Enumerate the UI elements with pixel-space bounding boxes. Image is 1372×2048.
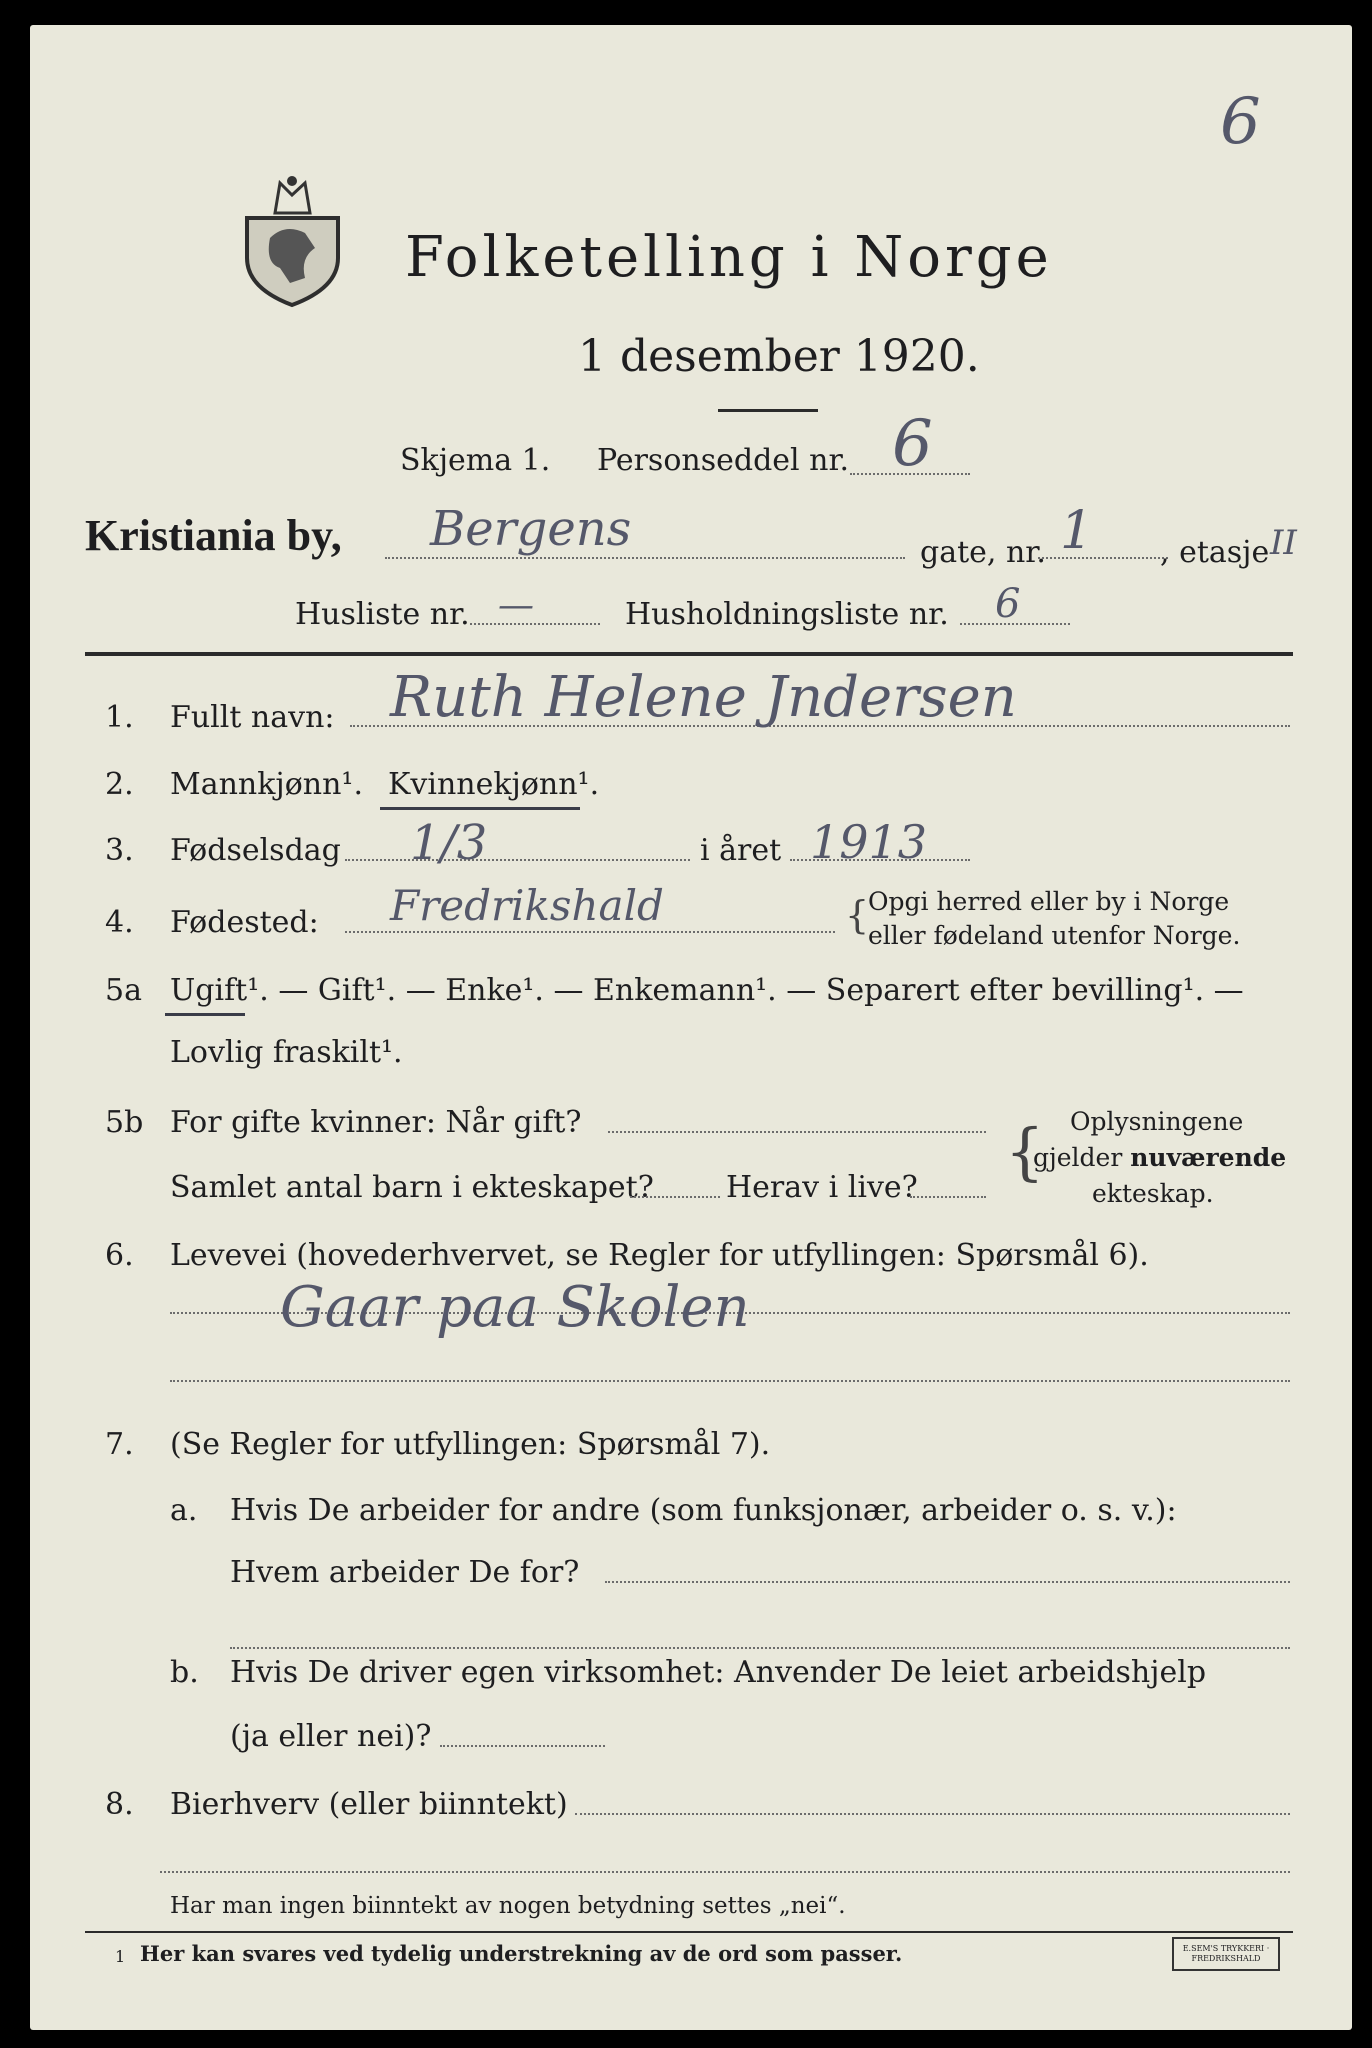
etasje-label: , etasje [1160, 535, 1270, 570]
q5a-number: 5a [105, 973, 142, 1008]
q3-number: 3. [105, 833, 134, 868]
q6-label: Levevei (hovederhvervet, se Regler for utfyllingen: Spørsmål 6). [170, 1238, 1149, 1273]
q7a-line1: Hvis De arbeider for andre (som funksjonær, arbeider o. s. v.): [230, 1493, 1177, 1528]
husliste-label: Husliste nr. [295, 597, 470, 632]
personseddel-label: Personseddel nr. [597, 443, 850, 478]
q5a-other-options: ¹. — Gift¹. — Enke¹. — Enkemann¹. — Separert efter bevilling¹. — [247, 973, 1244, 1008]
q5b-note-line1: Oplysningene [1070, 1107, 1244, 1136]
q4-line [345, 931, 835, 933]
form-date: 1 desember 1920. [578, 331, 980, 382]
footnote-divider [85, 1931, 1293, 1933]
q3-year-label: i året [700, 833, 782, 868]
q8-extra-line [160, 1871, 1290, 1873]
q8-number: 8. [105, 1787, 134, 1822]
q4-note-line1: Opgi herred eller by i Norge [868, 887, 1230, 916]
q5b-note-line2 [1033, 1143, 1286, 1172]
form-title: Folketelling i Norge [405, 225, 1053, 290]
street-value: Bergens [430, 501, 632, 557]
footnote-marker: 1 [115, 1947, 126, 1966]
q7b-line1: Hvis De driver egen virksomhet: Anvender De leiet arbeidshjelp [230, 1655, 1207, 1690]
city-label: Kristiania by, [85, 511, 342, 560]
no-income-note: Har man ingen biinntekt av nogen betydning settes „nei“. [170, 1893, 846, 1919]
q2-kvinnekjonn: Kvinnekjønn¹. [388, 767, 600, 802]
q7b-letter: b. [170, 1655, 199, 1690]
footnote-text: Her kan svares ved tydelig understrekning av de ord som passer. [140, 1941, 903, 1966]
q5a-ugift: Ugift [170, 973, 248, 1008]
printer-stamp: E.SEM'S TRYKKERI · FREDRIKSHALD [1172, 1937, 1280, 1971]
q2-selection-underline [380, 807, 580, 810]
q7-label: (Se Regler for utfyllingen: Spørsmål 7). [170, 1427, 771, 1462]
q6-line2 [170, 1380, 1290, 1382]
q1-label: Fullt navn: [170, 700, 335, 735]
coat-of-arms-icon [235, 173, 350, 308]
q5b-alive-line [910, 1196, 986, 1198]
etasje-value: II [1270, 523, 1297, 563]
q8-line [575, 1813, 1290, 1815]
q2-mannkjonn: Mannkjønn¹. [170, 767, 363, 802]
q1-number: 1. [105, 700, 134, 735]
street-line [385, 557, 905, 559]
q3-day-line [345, 859, 690, 861]
house-number: 1 [1060, 501, 1094, 561]
q5b-line1: For gifte kvinner: Når gift? [170, 1105, 582, 1140]
q4-label: Fødested: [170, 905, 319, 940]
q7a-line2: Hvem arbeider De for? [230, 1555, 580, 1590]
q3-birth-year: 1913 [810, 815, 928, 869]
nr-line [1038, 557, 1168, 559]
census-form-sheet [30, 25, 1352, 2030]
q5b-married-line [608, 1131, 986, 1133]
q5b-note-gjelder: gjelder [1033, 1143, 1131, 1172]
q3-label: Fødselsdag [170, 833, 341, 868]
q7a-line [605, 1581, 1290, 1583]
q4-note-line2: eller fødeland utenfor Norge. [868, 921, 1241, 950]
q7a-letter: a. [170, 1493, 198, 1528]
q5b-note-brace: { [1005, 1115, 1045, 1188]
q5a-selection-underline [165, 1013, 245, 1016]
personseddel-value: 6 [892, 407, 933, 481]
q7b-line [440, 1745, 605, 1747]
q3-birth-day: 1/3 [410, 815, 488, 871]
q5b-children: Samlet antal barn i ekteskapet? [170, 1170, 654, 1205]
q2-number: 2. [105, 767, 134, 802]
husliste-line [470, 623, 600, 625]
q5a-options [170, 973, 1244, 1008]
q5a-line2: Lovlig fraskilt¹. [170, 1035, 403, 1070]
q7-number: 7. [105, 1427, 134, 1462]
q5b-note-line3: ekteskap. [1092, 1179, 1214, 1208]
q5b-children-line [630, 1196, 720, 1198]
husholdning-value: 6 [995, 581, 1021, 627]
title-divider [718, 409, 818, 412]
header-divider [85, 652, 1293, 656]
q4-number: 4. [105, 905, 134, 940]
q1-full-name: Ruth Helene Jndersen [390, 665, 1017, 730]
q7a-extra-line [230, 1647, 1290, 1649]
husholdning-label: Husholdningsliste nr. [625, 597, 949, 632]
q5b-number: 5b [105, 1105, 144, 1140]
gate-nr-label: gate, nr. [920, 535, 1046, 570]
q4-note-brace: { [845, 893, 870, 937]
schema-label: Skjema 1. [400, 443, 551, 478]
q7b-line2: (ja eller nei)? [230, 1719, 432, 1754]
page-number: 6 [1220, 85, 1261, 159]
q8-label: Bierhverv (eller biinntekt) [170, 1787, 568, 1822]
q5b-note-nuvaerende: nuværende [1130, 1143, 1287, 1172]
q6-occupation: Gaar paa Skolen [280, 1275, 750, 1340]
q6-number: 6. [105, 1238, 134, 1273]
q5b-alive: Herav i live? [726, 1170, 918, 1205]
husliste-value: — [498, 585, 534, 626]
q4-birthplace: Fredrikshald [390, 881, 664, 930]
